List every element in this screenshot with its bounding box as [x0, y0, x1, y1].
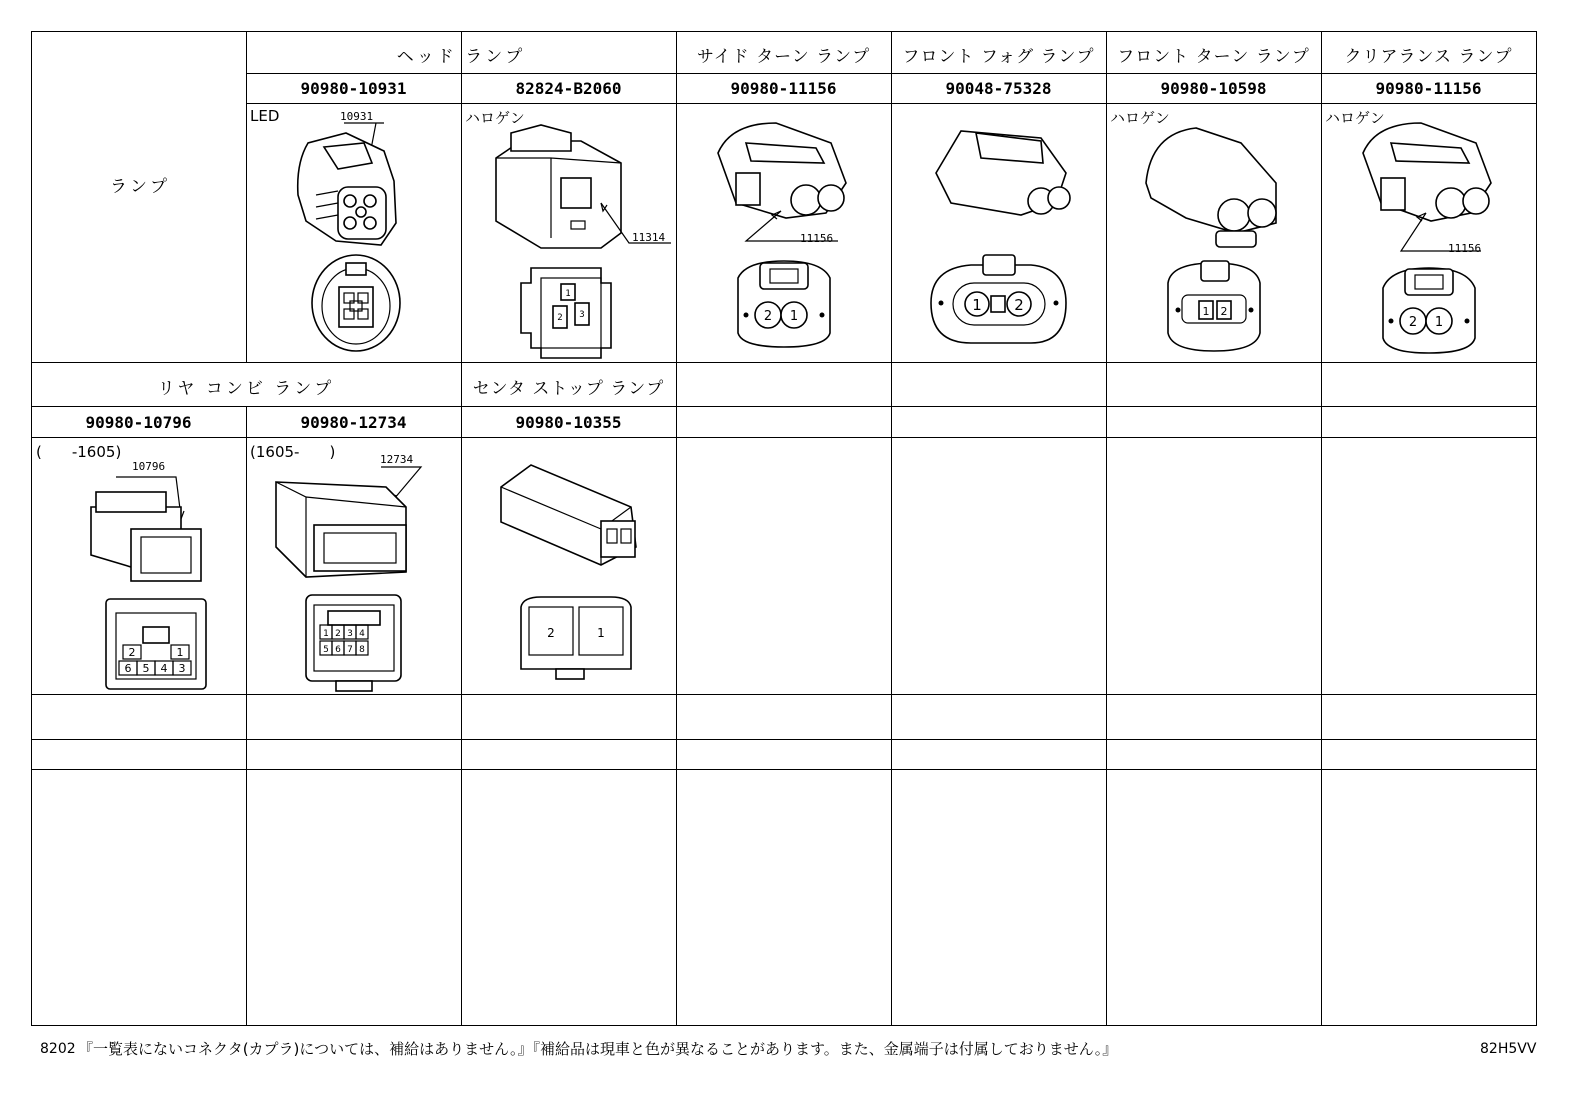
pin-label: 5 [323, 645, 329, 655]
pin-label: 2 [1408, 315, 1418, 330]
pin-label: 7 [347, 645, 353, 655]
pin-label: 3 [178, 662, 186, 675]
connector-illustration [461, 437, 676, 694]
header-front-turn-lamp: フロント ターン ランプ [1117, 47, 1310, 67]
page-number: 8202 [40, 1041, 76, 1057]
part-number: 90980-11156 [730, 79, 837, 98]
header-head-lamp: ヘッド ランプ [396, 47, 526, 67]
document-code: 82H5VV [1480, 1041, 1537, 1057]
pin-label: 2 [547, 626, 555, 640]
part-number: 90980-10598 [1160, 79, 1267, 98]
connector-illustration [1321, 103, 1536, 362]
pin-label: 2 [763, 309, 773, 324]
part-number: 82824-B2060 [515, 79, 622, 98]
pin-label: 1 [972, 296, 982, 314]
pin-label: 1 [1202, 305, 1210, 318]
pin-label: 1 [1434, 315, 1444, 330]
pin-label: 2 [1014, 296, 1024, 314]
pin-label: 6 [124, 662, 132, 675]
connector-illustration [461, 103, 676, 362]
pin-label: 2 [1220, 305, 1228, 318]
connector-illustration [676, 103, 891, 362]
callout-number: 10796 [132, 460, 166, 473]
pin-label: 5 [142, 662, 150, 675]
header-rear-combi-lamp: リヤ コンビ ランプ [157, 379, 335, 399]
part-number: 90980-12734 [300, 413, 407, 432]
callout-number: 11156 [800, 232, 834, 245]
production-range: ( -1605) [36, 443, 122, 461]
variant-note: LED [250, 107, 280, 125]
pin-label: 1 [597, 626, 605, 640]
variant-note: ハロゲン [465, 109, 525, 127]
connector-illustration [31, 437, 246, 694]
pin-label: 4 [160, 662, 168, 675]
connector-illustration [246, 103, 461, 362]
pin-label: 1 [176, 646, 184, 659]
production-range: (1605- ) [250, 443, 336, 461]
variant-note: ハロゲン [1110, 109, 1170, 127]
pin-label: 2 [557, 313, 563, 323]
variant-note: ハロゲン [1325, 109, 1385, 127]
header-side-turn-lamp: サイド ターン ランプ [696, 47, 871, 67]
pin-label: 1 [789, 309, 799, 324]
pin-label: 3 [347, 629, 353, 639]
pin-label: 1 [323, 629, 329, 639]
connector-illustration [1106, 103, 1321, 362]
pin-label: 4 [359, 629, 365, 639]
part-number: 90048-75328 [945, 79, 1052, 98]
callout-number: 11314 [632, 231, 666, 244]
pin-label: 1 [565, 289, 571, 299]
callout-number: 10931 [340, 110, 374, 123]
pin-label: 2 [128, 646, 136, 659]
header-center-stop-lamp: センタ ストップ ランプ [472, 379, 665, 399]
header-front-fog-lamp: フロント フォグ ランプ [902, 47, 1095, 67]
part-number: 90980-10355 [515, 413, 622, 432]
row-label-lamp: ランプ [110, 177, 170, 197]
pin-label: 2 [335, 629, 341, 639]
callout-number: 12734 [380, 453, 414, 466]
pin-label: 3 [579, 310, 585, 320]
connector-illustration [246, 437, 461, 694]
part-number: 90980-10931 [300, 79, 407, 98]
callout-number: 11156 [1448, 242, 1482, 255]
header-clearance-lamp: クリアランス ランプ [1344, 47, 1513, 67]
connector-illustration [891, 103, 1106, 362]
part-number: 90980-11156 [1375, 79, 1482, 98]
part-number: 90980-10796 [85, 413, 192, 432]
pin-label: 8 [359, 645, 365, 655]
disclaimer-text: 『一覧表にないコネクタ(カプラ)については、補給はありません。』『補給品は現車と色が異なることがあります。また、金属端子は付属しておりません。』 [78, 1040, 1118, 1058]
pin-label: 6 [335, 645, 341, 655]
